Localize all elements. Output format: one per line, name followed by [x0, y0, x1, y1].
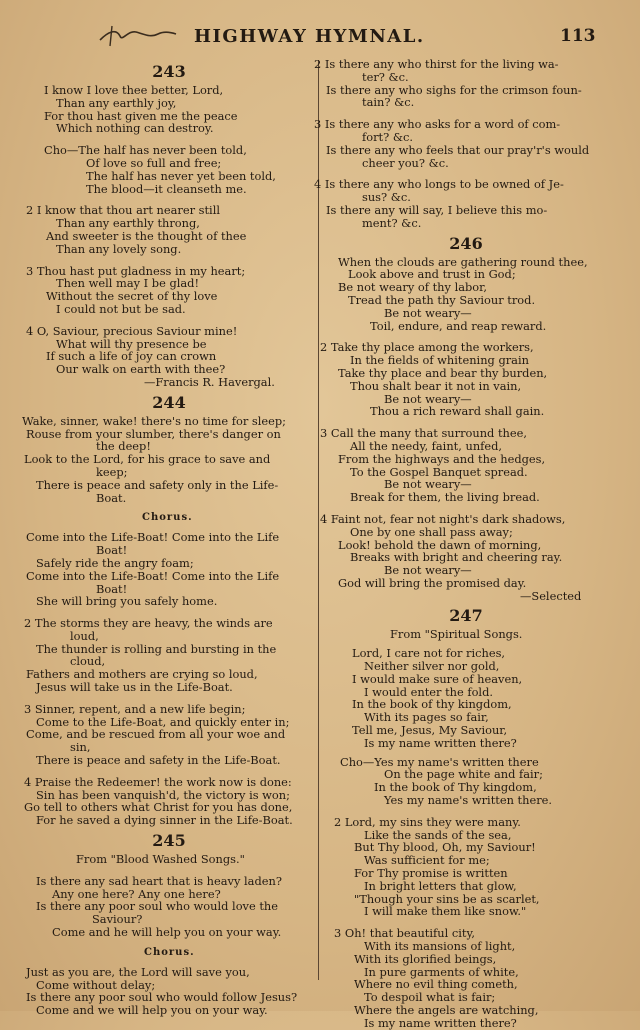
- chorus-heading: Chorus.: [144, 946, 195, 958]
- hymn-number: 244: [152, 392, 186, 412]
- hymn-line: When the clouds are gathering round thee,: [338, 254, 588, 269]
- hymn-number: 245: [152, 831, 186, 851]
- hymn-line: —Francis R. Havergal.: [144, 374, 275, 389]
- hymn-line: Lord, I care not for riches,: [352, 646, 506, 661]
- hymn-line: Is there any poor soul who would follow Jesus?: [26, 990, 298, 1005]
- hymn-line: But Thy blood, Oh, my Saviour!: [354, 840, 536, 855]
- hymn-line: Of love so full and free;: [86, 155, 222, 170]
- hymn-line: And sweeter is the thought of thee: [46, 228, 247, 243]
- hymn-line: God will bring the promised day.: [338, 575, 527, 590]
- hymn-line: Neither silver nor gold,: [364, 659, 500, 674]
- hymn-line: In the book of thy kingdom,: [352, 697, 512, 712]
- hymn-line: ter? &c.: [362, 69, 409, 84]
- hymn-line: Be not weary—: [384, 563, 472, 578]
- hymn-line: tain? &c.: [362, 95, 415, 110]
- hymn-line: 2 Take thy place among the workers,: [320, 340, 534, 355]
- hymn-line: sus? &c.: [362, 190, 411, 205]
- hymn-line: The blood—it cleanseth me.: [86, 181, 247, 196]
- hymn-line: Just as you are, the Lord will save you,: [26, 964, 250, 979]
- hymn-line: loud,: [70, 628, 99, 643]
- hymn-line: ment? &c.: [362, 215, 422, 230]
- hymn-line: Saviour?: [92, 912, 143, 927]
- hymn-line: Than any earthly joy,: [56, 95, 177, 110]
- hymn-line: Any one here? Any one here?: [52, 886, 221, 901]
- hymn-line: Without the secret of thy love: [46, 289, 218, 304]
- left-column: [22, 58, 316, 1017]
- hymn-line: Come, and be rescued from all your woe and: [26, 727, 286, 742]
- hymn-line: 2 Lord, my sins they were many.: [334, 814, 521, 829]
- hymn-line: Thou shalt bear it not in vain,: [350, 378, 522, 393]
- hymn-line: Where the angels are watching,: [354, 1003, 539, 1017]
- hymn-line: In pure garments of white,: [364, 964, 519, 979]
- page-header: [0, 26, 640, 52]
- hymn-line: In the fields of whitening grain: [350, 353, 529, 368]
- hymn-line: With its pages so fair,: [364, 710, 489, 725]
- hymn-line: Cho—Yes my name's written there: [340, 754, 539, 769]
- hymn-line: All the needy, faint, unfed,: [350, 438, 503, 453]
- hymn-line: From "Blood Washed Songs.": [76, 852, 245, 867]
- hymn-line: 4 Praise the Redeemer! the work now is done:: [24, 774, 292, 789]
- hymn-line: To despoil what is fair;: [364, 990, 496, 1005]
- hymn-line: Yes my name's written there.: [384, 793, 553, 808]
- hymn-line: Boat!: [96, 543, 128, 558]
- hymn-line: Is there any who sighs for the crimson foun-: [326, 82, 582, 97]
- hymn-line: Than any earthly throng,: [56, 216, 200, 231]
- hymn-line: Look above and trust in God;: [348, 267, 516, 282]
- hymn-line: Come to the Life-Boat, and quickly enter in;: [36, 714, 290, 729]
- hymn-line: cloud,: [70, 654, 106, 669]
- hymn-line: The half has never yet been told,: [86, 168, 276, 183]
- hymn-line: Break for them, the living bread.: [350, 490, 540, 505]
- hymn-line: I will make them like snow.": [364, 904, 527, 919]
- right-column: [314, 58, 618, 1030]
- hymn-line: "Though your sins be as scarlet,: [354, 891, 540, 906]
- hymn-line: One by one shall pass away;: [350, 524, 513, 539]
- hymn-line: Toil, endure, and reap reward.: [370, 318, 547, 333]
- hymn-line: 3 Oh! that beautiful city,: [334, 926, 475, 941]
- pencil-scribble-icon: [98, 22, 178, 48]
- hymn-line: I would enter the fold.: [364, 684, 493, 699]
- hymn-line: Like the sands of the sea,: [364, 827, 512, 842]
- hymn-line: 2 I know that thou art nearer still: [26, 203, 220, 218]
- hymn-line: In bright letters that glow,: [364, 878, 517, 893]
- hymn-line: Was sufficient for me;: [364, 853, 490, 868]
- hymn-line: 2 The storms they are heavy, the winds are: [24, 616, 273, 631]
- hymn-line: Be not weary—: [384, 305, 472, 320]
- hymn-line: 4 Is there any who longs to be owned of Je-: [314, 177, 564, 192]
- hymn-line: Where no evil thing cometh,: [354, 977, 518, 992]
- hymn-line: 3 Sinner, repent, and a new life begin;: [24, 701, 246, 716]
- hymn-line: Fathers and mothers are crying so loud,: [26, 667, 258, 682]
- hymn-line: Is my name written there?: [364, 1015, 517, 1030]
- hymn-line: Is my name written there?: [364, 735, 517, 750]
- hymn-line: I would make sure of heaven,: [352, 671, 523, 686]
- chorus-heading: Chorus.: [142, 512, 193, 524]
- hymn-line: cheer you? &c.: [362, 155, 449, 170]
- hymn-line: Come into the Life-Boat! Come into the Life: [26, 530, 280, 545]
- hymn-line: 4 O, Saviour, precious Saviour mine!: [26, 323, 238, 338]
- hymn-line: Is there any will say, I believe this mo-: [326, 202, 548, 217]
- hymn-line: The thunder is rolling and bursting in the: [36, 641, 277, 656]
- hymn-line: Then well may I be glad!: [56, 276, 200, 291]
- hymn-line: Is there any who feels that our pray'r's would: [326, 142, 590, 157]
- hymn-line: Is there any sad heart that is heavy laden?: [36, 873, 282, 888]
- hymn-line: In the book of Thy kingdom,: [374, 780, 537, 795]
- hymn-line: Go tell to others what Christ for you has done,: [24, 800, 293, 815]
- hymn-line: If such a life of joy can crown: [46, 349, 217, 364]
- hymn-number: 243: [152, 62, 186, 81]
- hymn-line: Breaks with bright and cheering ray.: [350, 550, 563, 565]
- hymn-line: To the Gospel Banquet spread.: [350, 464, 528, 479]
- hymn-line: Thou a rich reward shall gain.: [370, 404, 545, 419]
- hymn-line: Safely ride the angry foam;: [36, 555, 194, 570]
- hymn-line: Come without delay;: [36, 977, 156, 992]
- hymn-line: Tell me, Jesus, My Saviour,: [352, 723, 508, 738]
- hymn-number: 246: [449, 233, 483, 253]
- hymn-line: Is there any poor soul who would love the: [36, 899, 279, 914]
- hymn-line: 3 Is there any who asks for a word of com-: [314, 117, 561, 132]
- hymn-line: I know I love thee better, Lord,: [44, 83, 224, 97]
- hymn-line: Be not weary of thy labor,: [338, 280, 487, 295]
- hymn-line: Sin has been vanquish'd, the victory is won;: [36, 787, 290, 802]
- hymn-line: 4 Faint not, fear not night's dark shadows,: [320, 511, 566, 526]
- hymn-line: From the highways and the hedges,: [338, 451, 546, 466]
- hymn-line: Rouse from your slumber, there's danger on: [26, 426, 281, 441]
- hymn-line: From "Spiritual Songs.: [390, 627, 523, 642]
- hymn-line: Look to the Lord, for his grace to save and: [24, 452, 271, 467]
- hymn-line: There is peace and safety only in the Life-: [36, 477, 279, 492]
- hymn-line: She will bring you safely home.: [36, 594, 218, 609]
- hymn-line: For Thy promise is written: [354, 866, 508, 881]
- hymn-line: keep;: [96, 464, 128, 479]
- hymn-line: Jesus will take us in the Life-Boat.: [36, 680, 233, 695]
- hymn-line: 3 Call the many that surround thee,: [320, 426, 527, 441]
- hymn-line: Be not weary—: [384, 477, 472, 492]
- hymn-line: For he saved a dying sinner in the Life-Boat.: [36, 813, 293, 828]
- hymn-number: 247: [449, 606, 483, 626]
- hymn-line: Than any lovely song.: [56, 241, 182, 256]
- hymn-line: Boat!: [96, 581, 128, 596]
- hymn-line: 2 Is there any who thirst for the living wa-: [314, 57, 559, 71]
- hymn-line: Come and he will help you on your way.: [52, 925, 282, 940]
- hymn-line: the deep!: [96, 439, 151, 454]
- hymn-line: On the page white and fair;: [384, 767, 543, 782]
- hymn-line: Cho—The half has never been told,: [44, 143, 247, 158]
- page-number: 113: [560, 26, 596, 46]
- hymn-line: Be not weary—: [384, 391, 472, 406]
- hymn-line: For thou hast given me the peace: [44, 108, 238, 123]
- hymn-line: Take thy place and bear thy burden,: [338, 365, 548, 380]
- hymn-line: What will thy presence be: [56, 336, 207, 351]
- hymn-line: Tread the path thy Saviour trod.: [348, 292, 536, 307]
- hymn-line: With its glorified beings,: [354, 951, 497, 966]
- hymn-line: fort? &c.: [362, 129, 413, 144]
- hymn-line: Come into the Life-Boat! Come into the Life: [26, 568, 280, 583]
- hymn-line: Boat.: [96, 490, 127, 505]
- hymn-line: I could not but be sad.: [56, 301, 186, 316]
- page-title: HIGHWAY HYMNAL.: [194, 26, 425, 47]
- hymn-line: With its mansions of light,: [364, 939, 516, 954]
- hymn-line: sin,: [70, 740, 91, 755]
- hymn-line: —Selected: [520, 588, 582, 603]
- hymn-line: Which nothing can destroy.: [56, 121, 214, 136]
- hymn-line: Wake, sinner, wake! there's no time for sleep;: [22, 413, 286, 428]
- hymn-line: Our walk on earth with thee?: [56, 362, 226, 377]
- hymn-line: There is peace and safety in the Life-Boat.: [36, 753, 281, 768]
- hymn-line: Look! behold the dawn of morning,: [338, 537, 542, 552]
- hymn-line: 3 Thou hast put gladness in my heart;: [26, 263, 246, 278]
- hymn-line: Come and we will help you on your way.: [36, 1003, 268, 1018]
